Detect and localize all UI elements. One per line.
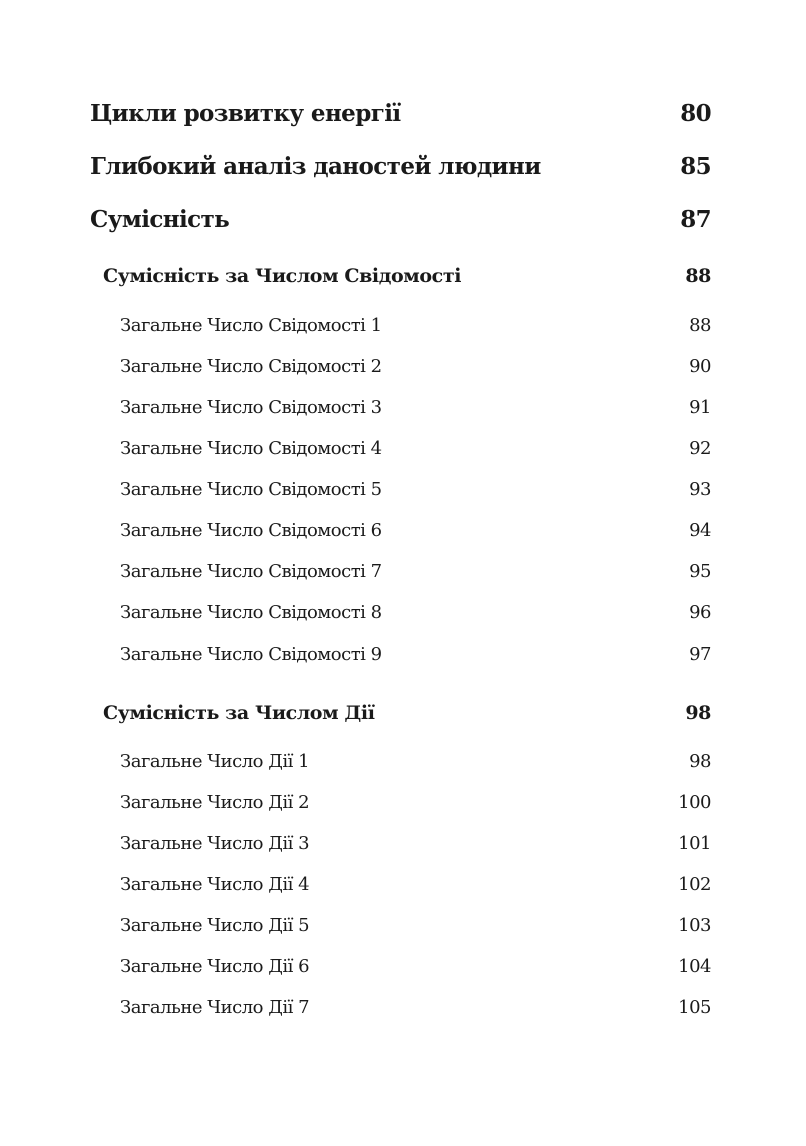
toc-entry-action-5[interactable] [120, 915, 711, 939]
toc-entry-consciousness-6[interactable] [120, 520, 711, 544]
toc-entry-page: 94 [689, 520, 711, 541]
toc-entry-title: Загальне Число Свідомості 1 [120, 315, 382, 336]
toc-entry-title: Цикли розвитку енергії [90, 100, 401, 127]
toc-entry-page: 87 [680, 206, 711, 233]
toc-entry-page: 101 [678, 833, 711, 854]
toc-entry-title: Загальне Число Свідомості 9 [120, 644, 382, 665]
toc-entry-title: Загальне Число Дії 3 [120, 833, 310, 854]
toc-entry-page: 103 [678, 915, 711, 936]
toc-entry-title: Загальне Число Дії 7 [120, 997, 310, 1018]
toc-entry-page: 105 [678, 997, 711, 1018]
toc-entry-page: 98 [689, 751, 711, 772]
toc-entry-action-2[interactable] [120, 792, 711, 816]
toc-entry-consciousness-1[interactable] [120, 315, 711, 339]
toc-entry-title: Загальне Число Дії 6 [120, 956, 310, 977]
toc-entry-page: 100 [678, 792, 711, 813]
toc-entry-consciousness-2[interactable] [120, 356, 711, 380]
toc-entry-action-6[interactable] [120, 956, 711, 980]
toc-entry-consciousness-8[interactable] [120, 602, 711, 626]
toc-entry-action-1[interactable] [120, 751, 711, 775]
toc-entry-title: Сумісність за Числом Дії [103, 702, 375, 724]
toc-entry-action-4[interactable] [120, 874, 711, 898]
toc-entry-energy-cycles[interactable] [90, 100, 711, 130]
toc-entry-action-7[interactable] [120, 997, 711, 1021]
toc-entry-title: Загальне Число Свідомості 3 [120, 397, 382, 418]
toc-entry-title: Загальне Число Дії 4 [120, 874, 310, 895]
toc-entry-page: 93 [689, 479, 711, 500]
toc-entry-compat-consciousness[interactable] [103, 265, 711, 291]
toc-entry-title: Загальне Число Дії 1 [120, 751, 310, 772]
toc-entry-deep-analysis[interactable] [90, 153, 711, 183]
toc-entry-compatibility[interactable] [90, 206, 711, 236]
toc-entry-page: 102 [678, 874, 711, 895]
toc-entry-page: 91 [689, 397, 711, 418]
toc-entry-page: 96 [689, 602, 711, 623]
toc-entry-title: Сумісність [90, 206, 230, 233]
toc-entry-consciousness-7[interactable] [120, 561, 711, 585]
toc-entry-title: Сумісність за Числом Свідомості [103, 265, 462, 287]
toc-entry-compat-action[interactable] [103, 702, 711, 728]
toc-entry-consciousness-5[interactable] [120, 479, 711, 503]
toc-entry-page: 104 [678, 956, 711, 977]
toc-entry-consciousness-3[interactable] [120, 397, 711, 421]
toc-entry-page: 92 [689, 438, 711, 459]
toc-entry-consciousness-9[interactable] [120, 644, 711, 668]
toc-entry-title: Загальне Число Свідомості 8 [120, 602, 382, 623]
toc-entry-title: Загальне Число Дії 5 [120, 915, 310, 936]
toc-entry-page: 90 [689, 356, 711, 377]
toc-entry-title: Загальне Число Свідомості 4 [120, 438, 382, 459]
toc-entry-page: 85 [680, 153, 711, 180]
toc-entry-title: Загальне Число Свідомості 7 [120, 561, 382, 582]
toc-entry-title: Загальне Число Дії 2 [120, 792, 310, 813]
toc-entry-title: Загальне Число Свідомості 6 [120, 520, 382, 541]
toc-entry-page: 97 [689, 644, 711, 665]
toc-entry-page: 98 [685, 702, 711, 724]
toc-entry-page: 95 [689, 561, 711, 582]
toc-entry-page: 80 [680, 100, 711, 127]
toc-entry-page: 88 [685, 265, 711, 287]
toc-entry-title: Глибокий аналіз даностей людини [90, 153, 541, 180]
toc-entry-title: Загальне Число Свідомості 2 [120, 356, 382, 377]
toc-entry-page: 88 [689, 315, 711, 336]
toc-entry-consciousness-4[interactable] [120, 438, 711, 462]
toc-entry-title: Загальне Число Свідомості 5 [120, 479, 382, 500]
toc-entry-action-3[interactable] [120, 833, 711, 857]
